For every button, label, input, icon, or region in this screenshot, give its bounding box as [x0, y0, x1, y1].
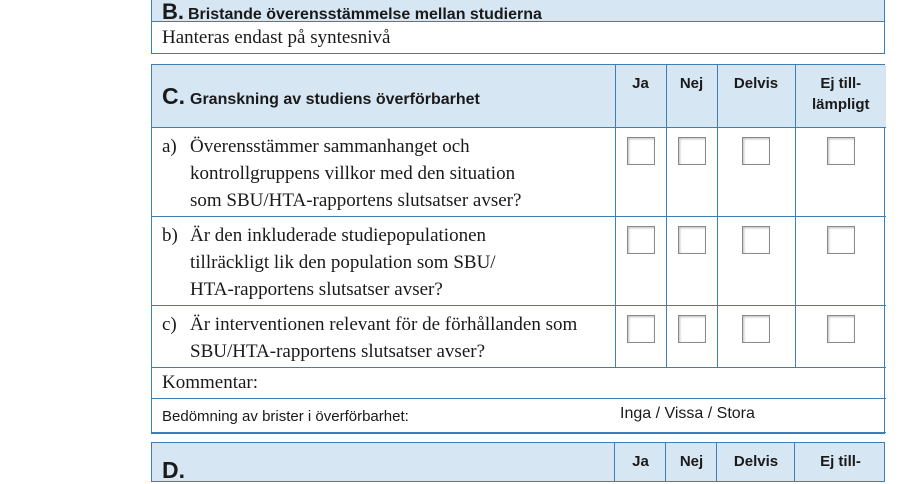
question-a-nej-checkbox[interactable]: [678, 137, 706, 165]
section-d-letter: D.: [162, 457, 185, 483]
comment-row: [152, 368, 886, 399]
question-a-nej-cell: [666, 128, 717, 217]
question-c: [152, 306, 615, 365]
question-b-ja-checkbox[interactable]: [627, 226, 655, 254]
section-c-letter: C.: [162, 83, 185, 109]
question-row-a: [152, 128, 886, 217]
question-a-delvis-checkbox[interactable]: [742, 137, 770, 165]
section-d-column-ej-till: Ej till-: [820, 453, 861, 470]
section-b-text: Hanteras endast på syntesnivå: [162, 27, 391, 48]
question-c-cell: [152, 306, 615, 368]
question-c-ja-checkbox[interactable]: [627, 315, 655, 343]
question-b-ja-cell: [615, 217, 666, 306]
assessment-label: Bedömning av brister i överförbarhet:: [162, 408, 409, 425]
comment-field[interactable]: [152, 368, 886, 399]
column-header-ej-tillampligt-text: Ej till- lämpligt: [811, 75, 870, 113]
question-b: [152, 217, 615, 303]
column-header-nej: Nej: [666, 65, 717, 128]
section-b-letter: B.: [162, 0, 184, 22]
question-b-cell: [152, 217, 615, 306]
section-c-header-row: [152, 65, 886, 128]
question-b-nej-cell: [666, 217, 717, 306]
question-a-ja-cell: [615, 128, 666, 217]
question-c-ja-cell: [615, 306, 666, 368]
question-b-ej-cell: [795, 217, 886, 306]
section-d-header: [151, 442, 885, 482]
section-d-column-nej: Nej: [679, 453, 704, 470]
question-a-ej-cell: [795, 128, 886, 217]
comment-label: Kommentar:: [162, 372, 259, 393]
section-b-title-text: Bristande överensstämmelse mellan studierna: [188, 6, 542, 22]
question-b-text: Är den inkluderade studiepopulationen tillräckligt lik den population som SBU/ HTA-rapportens slutsatser avser?: [190, 225, 496, 300]
question-row-b: [152, 217, 886, 306]
question-c-nej-checkbox[interactable]: [678, 315, 706, 343]
column-header-delvis: Delvis: [717, 65, 795, 128]
question-b-nej-checkbox[interactable]: [678, 226, 706, 254]
assessment-row: [152, 399, 886, 433]
section-b-title: [162, 0, 542, 22]
question-row-c: [152, 306, 886, 368]
section-d-column-ja: Ja: [632, 453, 649, 470]
question-c-delvis-checkbox[interactable]: [742, 315, 770, 343]
question-b-delvis-checkbox[interactable]: [742, 226, 770, 254]
question-b-letter: b): [162, 225, 178, 246]
section-c-title: [162, 83, 480, 110]
question-a: [152, 128, 615, 214]
question-c-letter: c): [162, 314, 177, 335]
question-c-delvis-cell: [717, 306, 795, 368]
section-b: [151, 0, 885, 54]
column-header-ja: Ja: [615, 65, 666, 128]
section-b-header: [152, 0, 884, 22]
question-c-text: Är interventionen relevant för de förhållanden som SBU/HTA-rapportens slutsatser avser?: [190, 314, 578, 362]
question-b-ej-tillampligt-checkbox[interactable]: [827, 226, 855, 254]
assessment-cell: [152, 399, 886, 433]
question-c-nej-cell: [666, 306, 717, 368]
question-a-cell: [152, 128, 615, 217]
question-a-text: Överensstämmer sammanhanget och kontrollgruppens villkor med den situation som SBU/HTA-rapportens slutsatser avser?: [190, 136, 522, 211]
section-c-title-cell: [152, 65, 615, 128]
assessment-options[interactable]: Inga / Vissa / Stora: [620, 405, 755, 422]
question-c-ej-tillampligt-checkbox[interactable]: [827, 315, 855, 343]
question-a-ja-checkbox[interactable]: [627, 137, 655, 165]
section-c-table: [152, 65, 886, 433]
section-c-title-text: Granskning av studiens överförbarhet: [190, 91, 480, 108]
section-c: [151, 64, 885, 434]
column-header-ej-tillampligt: [795, 65, 886, 128]
section-b-body: [152, 22, 884, 53]
question-a-ej-tillampligt-checkbox[interactable]: [827, 137, 855, 165]
question-a-letter: a): [162, 136, 177, 157]
question-b-delvis-cell: [717, 217, 795, 306]
question-a-delvis-cell: [717, 128, 795, 217]
question-c-ej-cell: [795, 306, 886, 368]
section-d-column-delvis: Delvis: [733, 453, 779, 470]
